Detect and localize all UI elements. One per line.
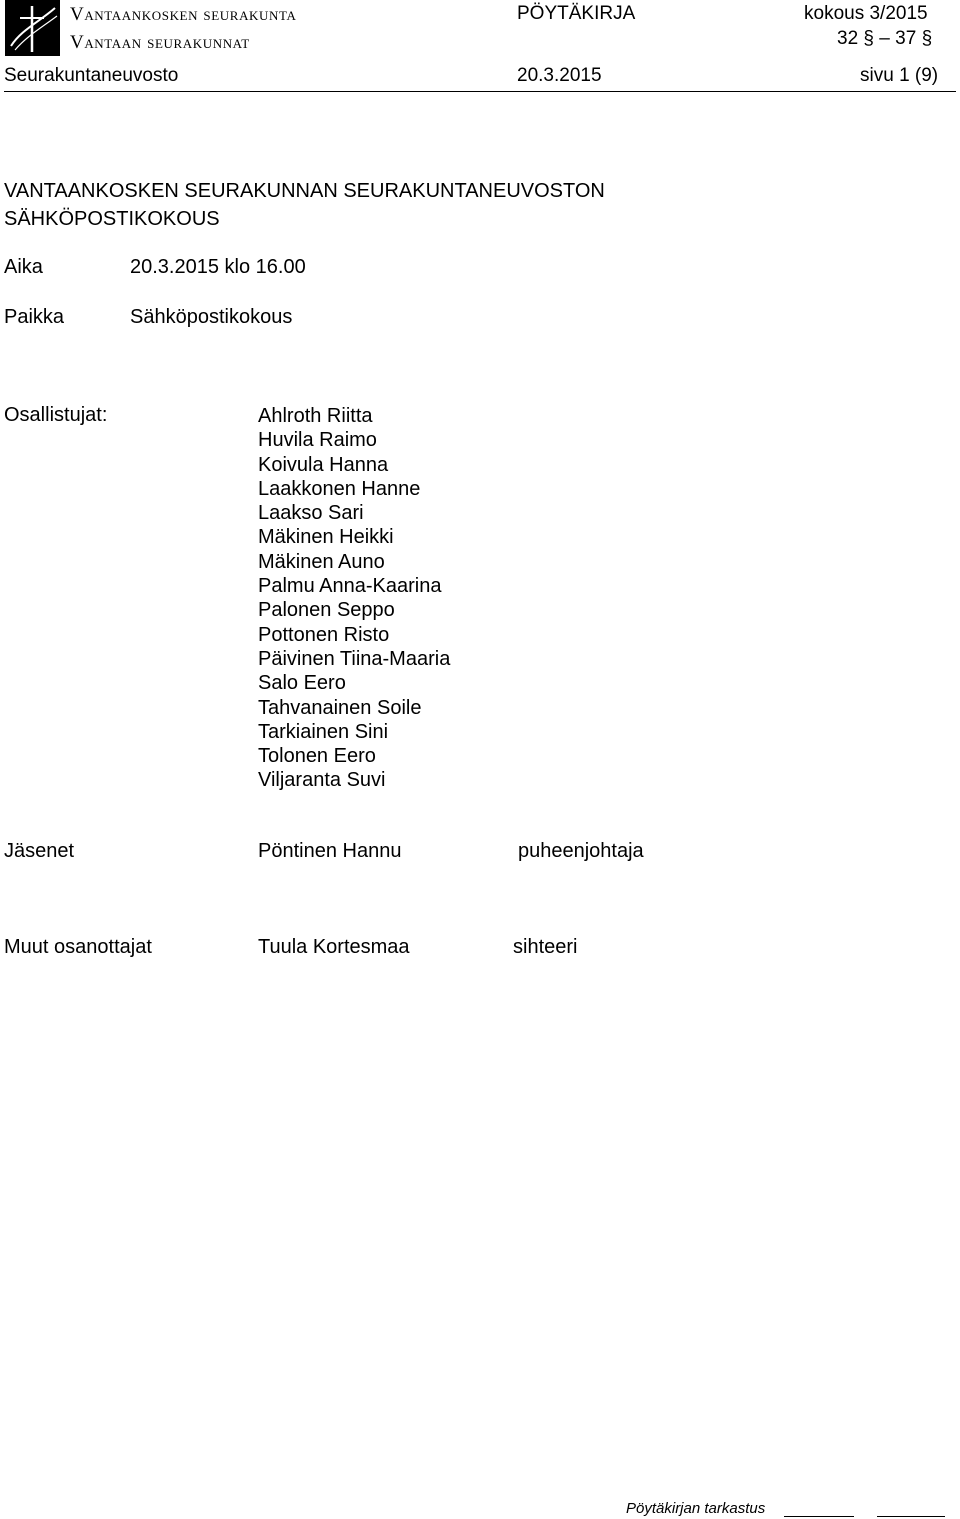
document-type: PÖYTÄKIRJA (517, 3, 636, 24)
section-end: 37 (895, 28, 917, 49)
members-name: Pöntinen Hannu (258, 840, 402, 862)
meeting-number: kokous 3/2015 (804, 3, 928, 24)
place-label: Paikka (4, 306, 65, 328)
list-item: Laakso Sari (258, 502, 364, 525)
time-value: 20.3.2015 klo 16.00 (130, 256, 306, 278)
list-item: Laakkonen Hanne (258, 477, 421, 500)
list-item: Mäkinen Heikki (258, 526, 394, 549)
church-logo (5, 0, 60, 56)
members-role: puheenjohtaja (518, 840, 644, 862)
members-label: Jäsenet (4, 840, 75, 862)
time-label: Aika (4, 256, 43, 278)
list-item: Pottonen Risto (258, 623, 390, 646)
title-line-2: SÄHKÖPOSTIKOKOUS (4, 208, 220, 230)
org-name-secondary: Vantaan seurakunnat (70, 32, 250, 53)
title-line-1: VANTAANKOSKEN SEURAKUNNAN SEURAKUNTANEUVOSTON (4, 180, 605, 202)
participants-label: Osallistujat: (4, 404, 108, 426)
section-sign-icon: § (921, 28, 933, 49)
signature-line-1 (784, 1516, 854, 1517)
place-value: Sähköpostikokous (130, 306, 293, 328)
list-item: Palmu Anna-Kaarina (258, 575, 442, 598)
others-role: sihteeri (513, 936, 578, 958)
section-range (837, 28, 932, 50)
header-divider (4, 91, 956, 92)
document-title (4, 177, 605, 233)
cross-logo-icon (5, 0, 60, 56)
list-item: Viljaranta Suvi (258, 769, 386, 792)
body-name: Seurakuntaneuvosto (4, 65, 179, 86)
list-item: Mäkinen Auno (258, 550, 385, 573)
list-item: Ahlroth Riitta (258, 405, 373, 427)
list-item: Päivinen Tiina-Maaria (258, 647, 451, 670)
org-name-primary: Vantaankosken seurakunta (70, 4, 297, 25)
review-label: Pöytäkirjan tarkastus (626, 1500, 766, 1517)
list-item: Salo Eero (258, 672, 346, 695)
section-start: 32 (837, 28, 859, 49)
section-dash: – (879, 28, 890, 49)
section-sign-icon: § (863, 28, 874, 49)
participants-list (258, 404, 450, 793)
list-item: Tolonen Eero (258, 745, 376, 768)
list-item: Koivula Hanna (258, 453, 389, 476)
list-item: Tahvanainen Soile (258, 696, 422, 719)
others-name: Tuula Kortesmaa (258, 936, 410, 958)
others-label: Muut osanottajat (4, 936, 152, 958)
list-item: Palonen Seppo (258, 599, 395, 622)
list-item: Huvila Raimo (258, 429, 377, 452)
signature-line-2 (877, 1516, 945, 1517)
meeting-date: 20.3.2015 (517, 65, 602, 86)
list-item: Tarkiainen Sini (258, 720, 389, 743)
page-number: sivu 1 (9) (860, 65, 939, 86)
